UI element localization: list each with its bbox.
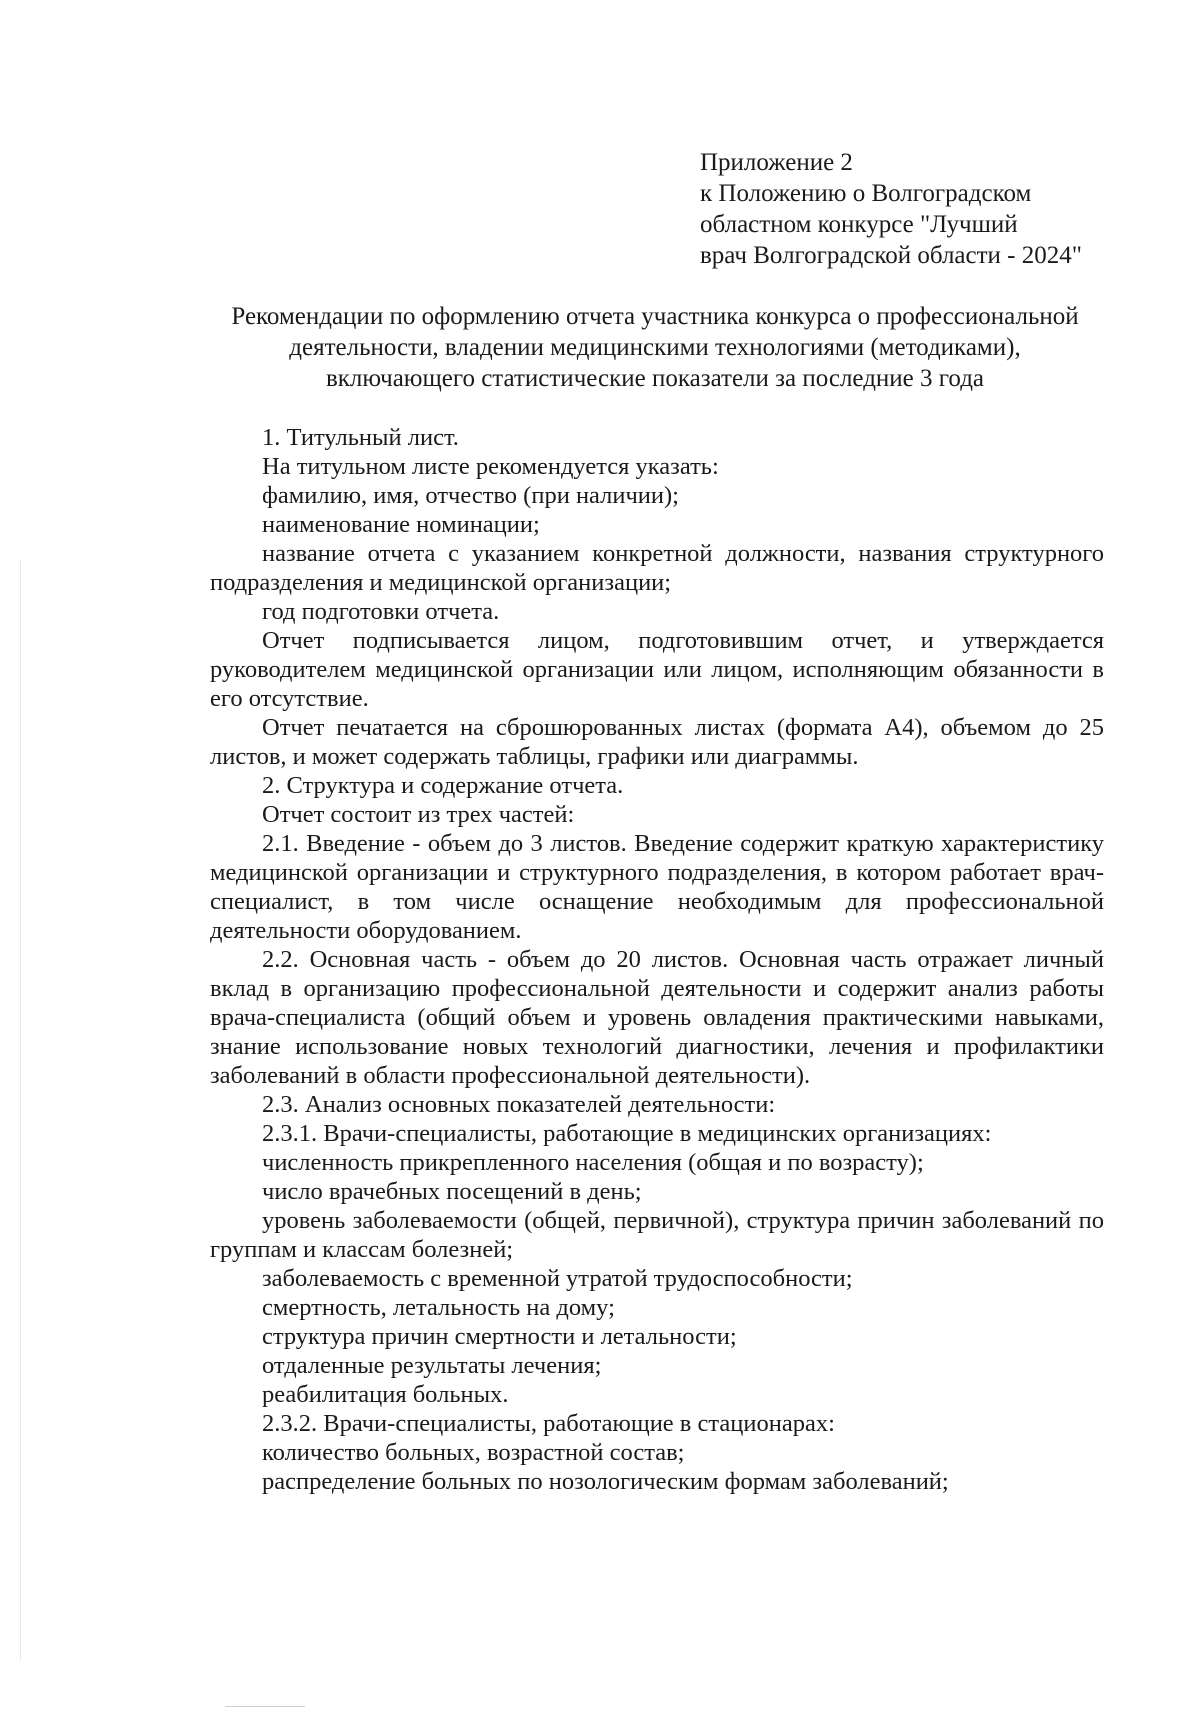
list-item: заболеваемость с временной утратой трудоспособности; — [262, 1265, 853, 1292]
paragraph: На титульном листе рекомендуется указать: — [262, 453, 719, 480]
list-item: смертность, летальность на дому; — [262, 1294, 615, 1321]
list-item: структура причин смертности и летальности; — [262, 1323, 737, 1350]
paragraph: Отчет печатается на сброшюрованных листах (формата А4), объемом до 25 листов, и может содержать таблицы, графики или диаграммы. — [210, 714, 1104, 770]
paragraph: 2.2. Основная часть - объем до 20 листов. Основная часть отражает личный вклад в организацию профессиональной деятельности и содержит анализ работы врача-специалиста (общий объем и уровень овладения практическими навыками, знание использование новых технологий диагностики, лечения и профилактики заболеваний в области профессиональной деятельности). — [210, 946, 1104, 1089]
list-item: год подготовки отчета. — [262, 598, 500, 625]
list-item: реабилитация больных. — [262, 1381, 509, 1408]
scan-bottom-mark — [225, 1706, 305, 1707]
paragraph: Отчет подписывается лицом, подготовившим отчет, и утверждается руководителем медицинской организации или лицом, исполняющим обязанности в его отсутствие. — [210, 627, 1104, 712]
list-item: наименование номинации; — [262, 511, 540, 538]
list-item: численность прикрепленного населения (общая и по возрасту); — [262, 1149, 924, 1176]
appendix-line: Приложение 2 — [700, 149, 853, 176]
appendix-line: к Положению о Волгоградском — [700, 180, 1032, 207]
section-heading-indicators: 2.3. Анализ основных показателей деятельности: — [262, 1091, 776, 1118]
title-line: Рекомендации по оформлению отчета участника конкурса о профессиональной — [231, 303, 1079, 330]
list-item: название отчета с указанием конкретной должности, названия структурного подразделения и медицинской организации; — [210, 540, 1104, 596]
title-line: включающего статистические показатели за последние 3 года — [325, 365, 985, 392]
paragraph: 2.1. Введение - объем до 3 листов. Введение содержит краткую характеристику медицинской организации и структурного подразделения, в котором работает врач-специалист, в том числе оснащение необходимым для профессиональной деятельности оборудованием. — [210, 830, 1104, 944]
list-item: число врачебных посещений в день; — [262, 1178, 642, 1205]
list-item: распределение больных по нозологическим формам заболеваний; — [262, 1468, 949, 1495]
section-heading-structure: 2. Структура и содержание отчета. — [262, 772, 624, 799]
appendix-line: врач Волгоградской области - 2024" — [700, 242, 1082, 269]
section-heading-title-page: 1. Титульный лист. — [262, 424, 459, 451]
title-line: деятельности, владении медицинскими технологиями (методиками), — [289, 334, 1021, 361]
scan-edge-line — [20, 560, 21, 1660]
list-item: уровень заболеваемости (общей, первичной), структура причин заболеваний по группам и классам болезней; — [210, 1207, 1104, 1263]
subsection-heading: 2.3.2. Врачи-специалисты, работающие в стационарах: — [262, 1410, 835, 1437]
list-item: количество больных, возрастной состав; — [262, 1439, 685, 1466]
list-item: фамилию, имя, отчество (при наличии); — [262, 482, 679, 509]
paragraph: Отчет состоит из трех частей: — [262, 801, 575, 828]
appendix-block — [700, 147, 1160, 271]
appendix-line: областном конкурсе "Лучший — [700, 211, 1018, 238]
document-title — [200, 301, 1110, 394]
list-item: отдаленные результаты лечения; — [262, 1352, 602, 1379]
document-body — [210, 423, 1104, 1496]
subsection-heading: 2.3.1. Врачи-специалисты, работающие в медицинских организациях: — [262, 1120, 992, 1147]
